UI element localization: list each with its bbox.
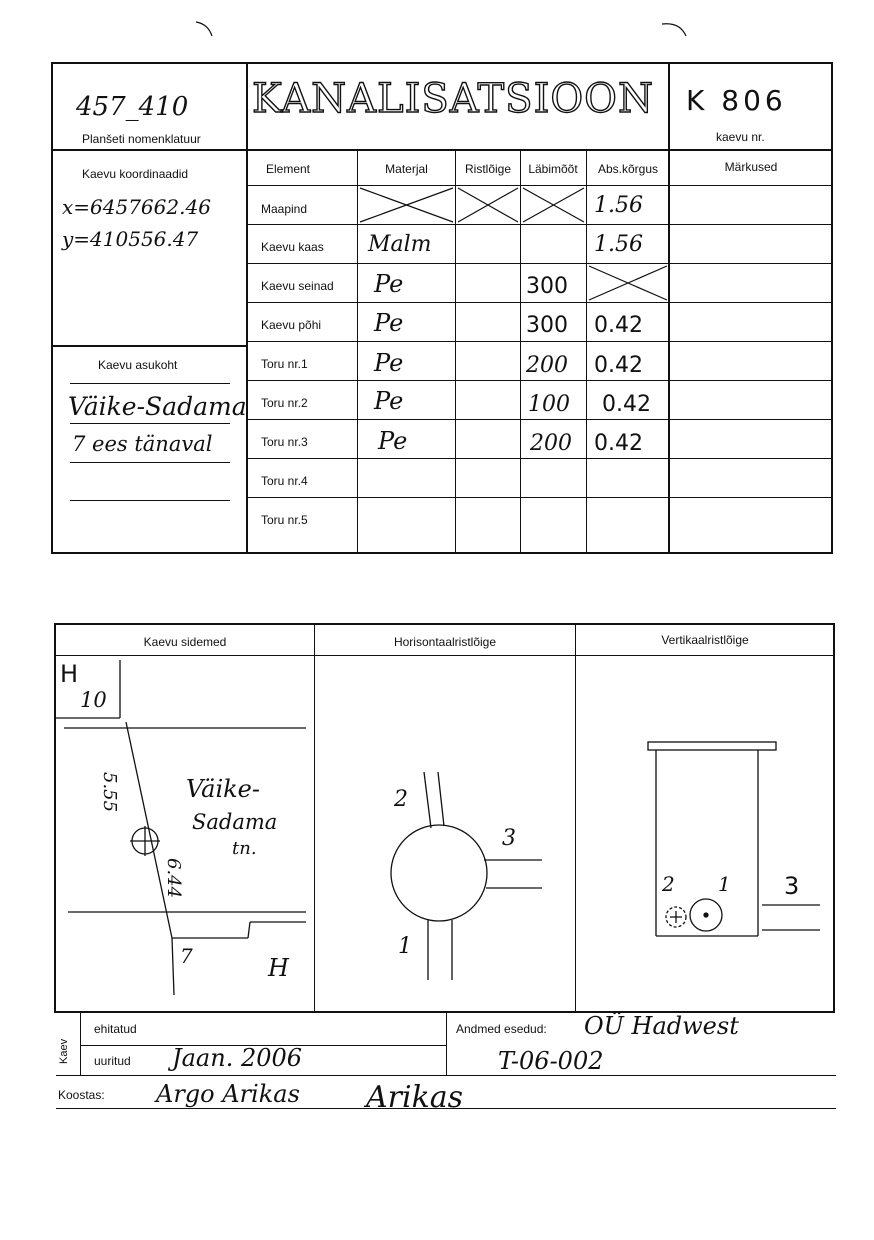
location-label: Kaevu asukoht: [98, 358, 178, 372]
cell-materjal: Pe: [374, 270, 404, 298]
koostas-value: Argo Arikas: [156, 1080, 300, 1108]
location-line1: Väike-Sadama: [68, 392, 247, 421]
sketch-header-horisontaal: Horisontaalristlõige: [393, 635, 497, 649]
cell-materjal: Pe: [378, 427, 408, 455]
sidemed-street-1: Väike-: [186, 775, 260, 803]
andmed-value-2: T-06-002: [498, 1047, 604, 1075]
header-materjal: Materjal: [385, 162, 428, 176]
row-element-label: Toru nr.5: [261, 513, 308, 527]
punch-marks: [0, 0, 874, 60]
uuritud-label: uuritud: [94, 1054, 131, 1068]
location-line2: 7 ees tänaval: [72, 432, 213, 456]
row-element-label: Toru nr.2: [261, 396, 308, 410]
uuritud-value: Jaan. 2006: [172, 1044, 303, 1072]
row-element-label: Kaevu põhi: [261, 318, 322, 332]
koostas-label: Koostas:: [58, 1088, 105, 1102]
row-element-label: Maapind: [261, 202, 308, 216]
cell-abs: 0.42: [602, 392, 651, 417]
coordinate-y: y=410556.47: [62, 227, 199, 251]
sketch-header-sidemed: Kaevu sidemed: [143, 635, 227, 649]
cell-abs: 1.56: [594, 193, 643, 218]
vertikaal-pipe-2: 2: [662, 872, 675, 896]
header-element: Element: [265, 162, 311, 176]
cell-abs: 0.42: [594, 313, 643, 338]
cell-labimoot: 300: [526, 274, 568, 299]
cell-labimoot: 300: [526, 313, 568, 338]
kaevu-nr-label: kaevu nr.: [716, 130, 765, 144]
ehitatud-label: ehitatud: [94, 1022, 137, 1036]
coordinate-x: x=6457662.46: [62, 195, 211, 219]
coordinates-label: Kaevu koordinaadid: [82, 167, 189, 181]
row-element-label: Kaevu seinad: [261, 279, 334, 293]
sidemed-street-2: Sadama: [192, 810, 278, 834]
cell-materjal: Pe: [374, 309, 404, 337]
row-element-label: Toru nr.3: [261, 435, 308, 449]
sidemed-distance-1: 5.55: [99, 772, 120, 813]
nomenklatuur-label: Planšeti nomenklatuur: [82, 132, 201, 146]
cell-materjal: Pe: [374, 349, 404, 377]
header-ristloige: Ristlõige: [464, 162, 512, 176]
kaev-label: Kaev: [58, 1038, 70, 1064]
cell-materjal: Malm: [368, 232, 432, 257]
cell-labimoot: 200: [526, 353, 568, 378]
signature: Arikas: [366, 1080, 464, 1115]
sidemed-corner-h: H: [60, 660, 79, 688]
andmed-label: Andmed esedud:: [456, 1022, 547, 1036]
sidemed-corner-num: 10: [80, 688, 107, 712]
vertikaal-pipe-1: 1: [718, 872, 731, 896]
cell-abs: 0.42: [594, 353, 643, 378]
header-markused: Märkused: [724, 160, 778, 174]
sketch-header-vertikaal: Vertikaalristlõige: [661, 633, 749, 647]
header-abs-korgus: Abs.kõrgus: [597, 162, 659, 176]
row-element-label: Toru nr.4: [261, 474, 308, 488]
cell-materjal: Pe: [374, 387, 404, 415]
sidemed-distance-2: 6.44: [163, 858, 184, 899]
row-element-label: Kaevu kaas: [261, 240, 324, 254]
sidemed-street-3: tn.: [232, 838, 257, 859]
header-labimoot: Läbimõõt: [528, 162, 578, 176]
kaevu-nr-value: K 806: [686, 84, 787, 117]
cell-abs: 0.42: [594, 431, 643, 456]
cell-labimoot: 200: [530, 431, 572, 456]
vertikaal-pipe-3: 3: [784, 872, 800, 900]
nomenklatuur-value: 457_410: [76, 92, 189, 122]
andmed-value-1: OÜ Hadwest: [584, 1012, 739, 1040]
sidemed-corner-bottom-num: 7: [180, 944, 193, 968]
row-element-label: Toru nr.1: [261, 357, 308, 371]
sidemed-corner-bottom-h: H: [268, 954, 289, 982]
horisontaal-pipe-2: 2: [394, 787, 408, 812]
horisontaal-pipe-1: 1: [398, 934, 412, 959]
cell-labimoot: 100: [528, 392, 570, 417]
horisontaal-pipe-3: 3: [502, 826, 516, 851]
page-title: KANALISATSIOON: [252, 76, 654, 122]
cell-abs: 1.56: [594, 232, 643, 257]
